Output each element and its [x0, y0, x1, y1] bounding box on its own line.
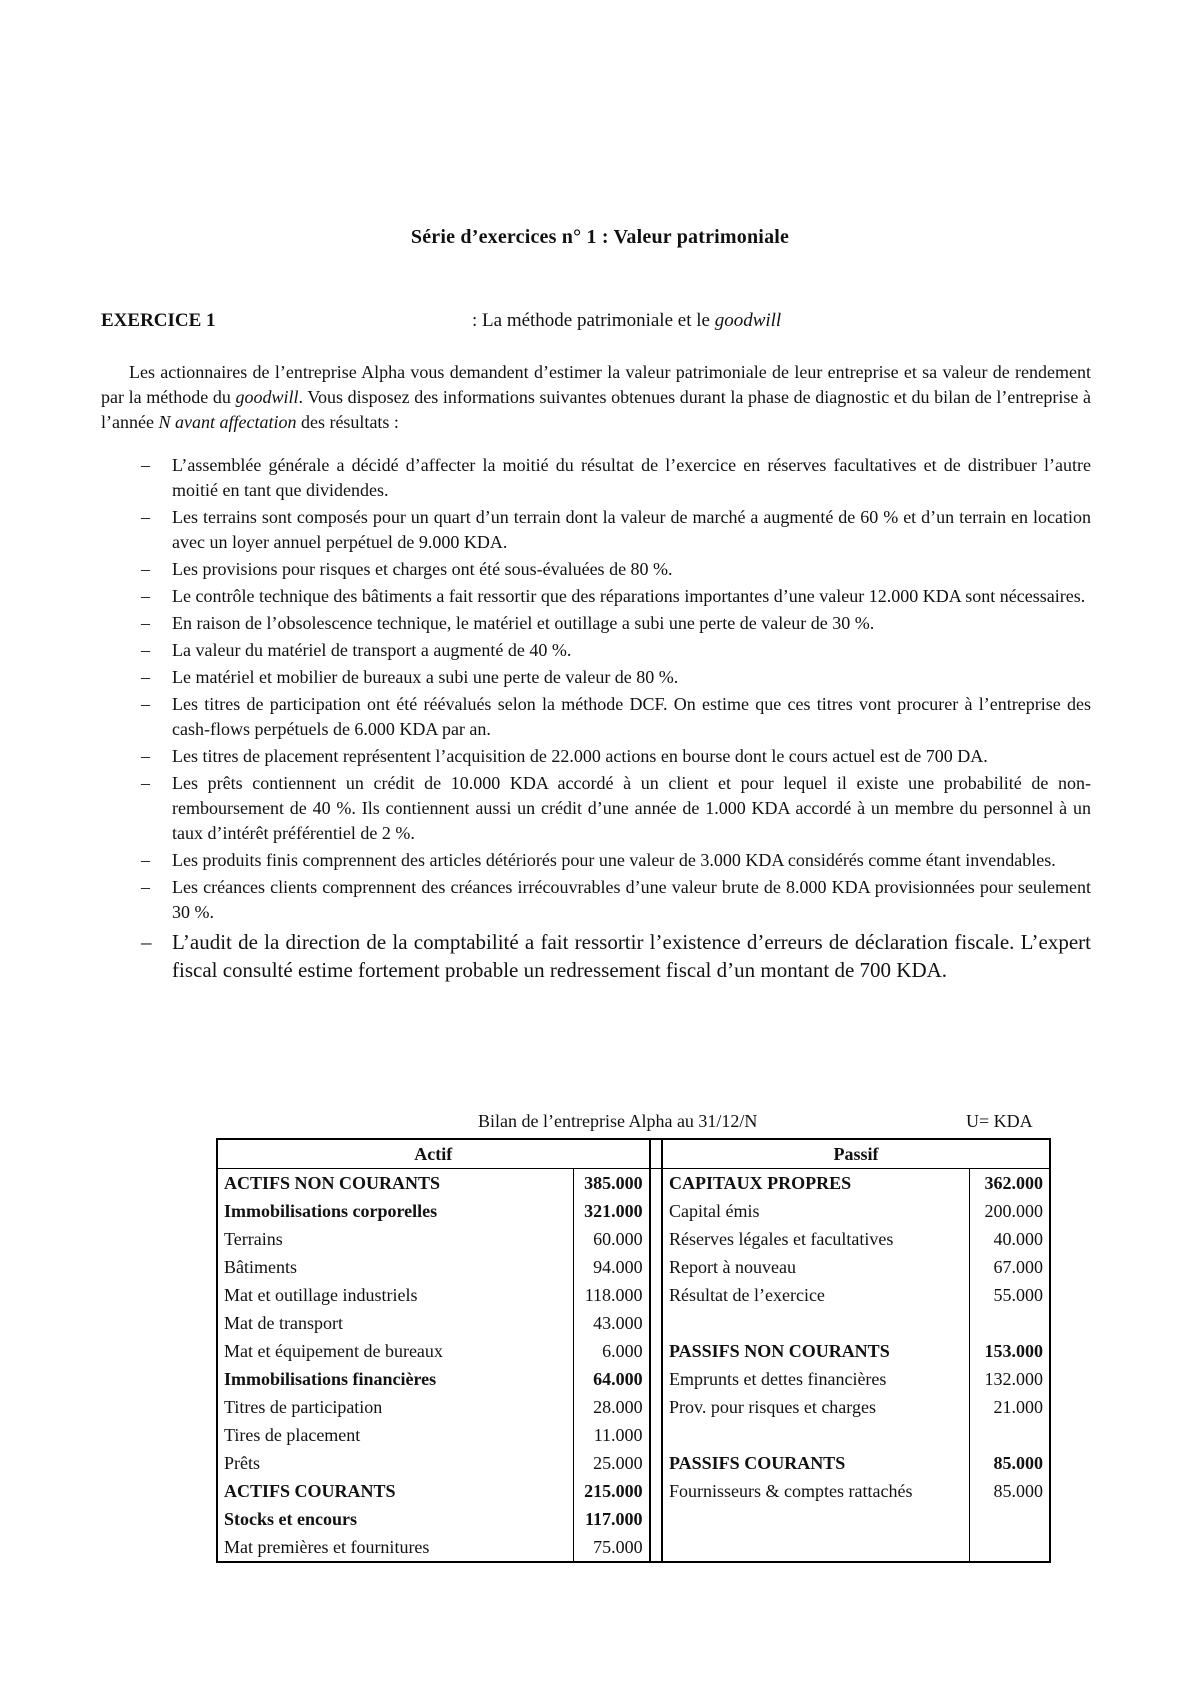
- passif-label: Résultat de l’exercice: [669, 1285, 825, 1305]
- actif-label: Mat et équipement de bureaux: [217, 1337, 573, 1365]
- passif-value: 362.000: [970, 1169, 1050, 1198]
- column-separator: [650, 1309, 662, 1337]
- actif-value: 117.000: [573, 1505, 649, 1533]
- column-separator: [650, 1393, 662, 1421]
- info-bullet-item: [101, 557, 1091, 582]
- passif-label: [662, 1533, 970, 1562]
- actif-value: 94.000: [573, 1253, 649, 1281]
- table-row: [217, 1533, 1050, 1562]
- bullet-text: Les titres de placement représentent l’acquisition de 22.000 actions en bourse dont le cours actuel est de 700 DA.: [172, 746, 988, 766]
- dash-bullet-marker: –: [141, 507, 150, 527]
- actif-label: Immobilisations corporelles: [217, 1197, 573, 1225]
- exercise-subtitle-italic: goodwill: [714, 310, 782, 331]
- table-row: [217, 1393, 1050, 1421]
- info-bullet-item: [101, 665, 1091, 690]
- dash-bullet-marker: –: [141, 877, 150, 897]
- table-row: [217, 1281, 1050, 1309]
- bullet-text: L’audit de la direction de la comptabilité a fait ressortir l’existence d’erreurs de déclaration fiscale. L’expert fiscal consulté estime fortement probable un redressement fiscal d’un montant de 700 KDA.: [172, 930, 1091, 982]
- column-separator: [650, 1421, 662, 1449]
- actif-label: Titres de participation: [217, 1393, 573, 1421]
- column-separator: [650, 1225, 662, 1253]
- table-row: [217, 1169, 1050, 1198]
- bullet-text: Les terrains sont composés pour un quart d’un terrain dont la valeur de marché a augmenté de 60 % et d’un terrain en location avec un loyer annuel perpétuel de 9.000 KDA.: [172, 507, 1091, 552]
- passif-value: [970, 1309, 1050, 1337]
- actif-label: Terrains: [217, 1225, 573, 1253]
- dash-bullet-marker: –: [141, 613, 150, 633]
- bullet-text: L’assemblée générale a décidé d’affecter la moitié du résultat de l’exercice en réserves facultatives et de distribuer l’autre moitié en tant que dividendes.: [172, 455, 1091, 500]
- actif-label: Stocks et encours: [217, 1505, 573, 1533]
- column-separator: [650, 1449, 662, 1477]
- passif-value: [970, 1533, 1050, 1562]
- dash-bullet-marker: –: [141, 694, 150, 714]
- passif-label: Réserves légales et facultatives: [669, 1229, 894, 1249]
- dash-bullet-marker: –: [141, 930, 152, 954]
- actif-label: Mat et outillage industriels: [217, 1281, 573, 1309]
- info-bullet-item: [101, 692, 1091, 742]
- passif-value: 21.000: [970, 1393, 1050, 1421]
- actif-value: 385.000: [573, 1169, 649, 1198]
- column-separator: [650, 1169, 662, 1198]
- info-bullet-item: [101, 584, 1091, 609]
- table-row: [217, 1421, 1050, 1449]
- column-separator: [650, 1281, 662, 1309]
- info-bullet-list: [101, 453, 1091, 986]
- passif-value: 200.000: [970, 1197, 1050, 1225]
- passif-value: 85.000: [970, 1449, 1050, 1477]
- table-row: [217, 1365, 1050, 1393]
- passif-header: Passif: [662, 1139, 1050, 1169]
- table-header-row: [217, 1139, 1050, 1169]
- intro-goodwill: goodwill: [235, 387, 299, 407]
- table-row: [217, 1253, 1050, 1281]
- actif-value: 25.000: [573, 1449, 649, 1477]
- passif-label: Emprunts et dettes financières: [669, 1369, 887, 1389]
- column-separator: [650, 1139, 662, 1169]
- dash-bullet-marker: –: [141, 559, 150, 579]
- passif-label: Report à nouveau: [669, 1257, 796, 1277]
- actif-value: 60.000: [573, 1225, 649, 1253]
- table-row: [217, 1449, 1050, 1477]
- table-row: [217, 1197, 1050, 1225]
- bullet-text: Le contrôle technique des bâtiments a fait ressortir que des réparations importantes d’une valeur 12.000 KDA sont nécessaires.: [172, 586, 1086, 606]
- passif-value: 55.000: [970, 1281, 1050, 1309]
- passif-value: 67.000: [970, 1253, 1050, 1281]
- table-row: [217, 1505, 1050, 1533]
- actif-value: 64.000: [573, 1365, 649, 1393]
- passif-label: Fournisseurs & comptes rattachés: [669, 1481, 913, 1501]
- intro-part1: Les actionnaires de l’entreprise Alpha vous demandent d’estimer la valeur patrimoniale de leur entreprise et sa valeur de rendement par la méthode du: [101, 362, 1091, 407]
- actif-value: 321.000: [573, 1197, 649, 1225]
- dash-bullet-marker: –: [141, 640, 150, 660]
- actif-value: 43.000: [573, 1309, 649, 1337]
- passif-value: 153.000: [970, 1337, 1050, 1365]
- table-caption: Bilan de l’entreprise Alpha au 31/12/N: [478, 1111, 758, 1131]
- info-bullet-item: [101, 744, 1091, 769]
- column-separator: [650, 1365, 662, 1393]
- info-bullet-item: [101, 453, 1091, 503]
- bullet-text: Les provisions pour risques et charges ont été sous-évaluées de 80 %.: [172, 559, 673, 579]
- exercise-subtitle-prefix: : La méthode patrimoniale et le: [472, 310, 715, 331]
- passif-label: Capital émis: [669, 1201, 760, 1221]
- table-row: [217, 1477, 1050, 1505]
- info-bullet-item: [101, 611, 1091, 636]
- actif-label: ACTIFS COURANTS: [217, 1477, 573, 1505]
- info-bullet-item: [101, 771, 1091, 846]
- actif-label: Mat premières et fournitures: [217, 1533, 573, 1562]
- info-bullet-item: [101, 928, 1091, 984]
- info-bullet-item: [101, 875, 1091, 925]
- table-unit: U= KDA: [966, 1111, 1033, 1131]
- column-separator: [650, 1505, 662, 1533]
- actif-label: Immobilisations financières: [217, 1365, 573, 1393]
- column-separator: [650, 1253, 662, 1281]
- passif-label: [662, 1505, 970, 1533]
- intro-part2: . Vous disposez des informations suivantes obtenues durant la phase de diagnostic et du bilan de l’entreprise à l’année: [101, 387, 1091, 432]
- column-separator: [650, 1477, 662, 1505]
- info-bullet-item: [101, 505, 1091, 555]
- bullet-text: Les créances clients comprennent des créances irrécouvrables d’une valeur brute de 8.000 KDA provisionnées pour seulement 30 %.: [172, 877, 1091, 922]
- actif-label: ACTIFS NON COURANTS: [217, 1169, 573, 1198]
- passif-label: Prov. pour risques et charges: [669, 1397, 876, 1417]
- bullet-text: Les prêts contiennent un crédit de 10.000 KDA accordé à un client et pour lequel il existe une probabilité de non-remboursement de 40 %. Ils contiennent aussi un crédit d’une année de 1.000 KDA accordé à un membre du personnel à un taux d’intérêt préférentiel de 2 %.: [172, 773, 1091, 843]
- actif-value: 75.000: [573, 1533, 649, 1562]
- bullet-text: Les produits finis comprennent des articles détériorés pour une valeur de 3.000 KDA considérés comme étant invendables.: [172, 850, 1056, 870]
- actif-label: Tires de placement: [217, 1421, 573, 1449]
- column-separator: [650, 1337, 662, 1365]
- actif-value: 215.000: [573, 1477, 649, 1505]
- page-title: Série d’exercices n° 1 : Valeur patrimoniale: [410, 226, 790, 248]
- passif-value: [970, 1421, 1050, 1449]
- passif-value: 40.000: [970, 1225, 1050, 1253]
- passif-value: 132.000: [970, 1365, 1050, 1393]
- actif-value: 118.000: [573, 1281, 649, 1309]
- passif-label: PASSIFS COURANTS: [669, 1453, 846, 1473]
- dash-bullet-marker: –: [141, 746, 150, 766]
- bullet-text: Le matériel et mobilier de bureaux a subi une perte de valeur de 80 %.: [172, 667, 679, 687]
- passif-label: [662, 1421, 970, 1449]
- table-row: [217, 1337, 1050, 1365]
- actif-label: Prêts: [217, 1449, 573, 1477]
- passif-label: CAPITAUX PROPRES: [669, 1173, 852, 1193]
- passif-value: 85.000: [970, 1477, 1050, 1505]
- column-separator: [650, 1197, 662, 1225]
- passif-label: PASSIFS NON COURANTS: [669, 1341, 890, 1361]
- actif-header: Actif: [217, 1139, 650, 1169]
- dash-bullet-marker: –: [141, 455, 150, 475]
- dash-bullet-marker: –: [141, 586, 150, 606]
- exercise-heading: [101, 310, 1091, 332]
- actif-label: Bâtiments: [217, 1253, 573, 1281]
- actif-value: 6.000: [573, 1337, 649, 1365]
- intro-paragraph: [101, 360, 1091, 435]
- dash-bullet-marker: –: [141, 667, 150, 687]
- bullet-text: Les titres de participation ont été réévalués selon la méthode DCF. On estime que ces titres vont procurer à l’entreprise des cash-flows perpétuels de 6.000 KDA par an.: [172, 694, 1091, 739]
- actif-label: Mat de transport: [217, 1309, 573, 1337]
- actif-value: 28.000: [573, 1393, 649, 1421]
- bullet-text: La valeur du matériel de transport a augmenté de 40 %.: [172, 640, 572, 660]
- table-row: [217, 1309, 1050, 1337]
- info-bullet-item: [101, 638, 1091, 663]
- exercise-label: EXERCICE 1: [101, 310, 216, 331]
- balance-sheet-table: [216, 1138, 1051, 1563]
- info-bullet-item: [101, 848, 1091, 873]
- dash-bullet-marker: –: [141, 773, 150, 793]
- passif-value: [970, 1505, 1050, 1533]
- dash-bullet-marker: –: [141, 850, 150, 870]
- intro-part3: des résultats :: [296, 412, 399, 432]
- bullet-text: En raison de l’obsolescence technique, le matériel et outillage a subi une perte de valeur de 30 %.: [172, 613, 875, 633]
- actif-value: 11.000: [573, 1421, 649, 1449]
- passif-label: [662, 1309, 970, 1337]
- table-row: [217, 1225, 1050, 1253]
- column-separator: [650, 1533, 662, 1562]
- intro-italic: N avant affectation: [158, 412, 297, 432]
